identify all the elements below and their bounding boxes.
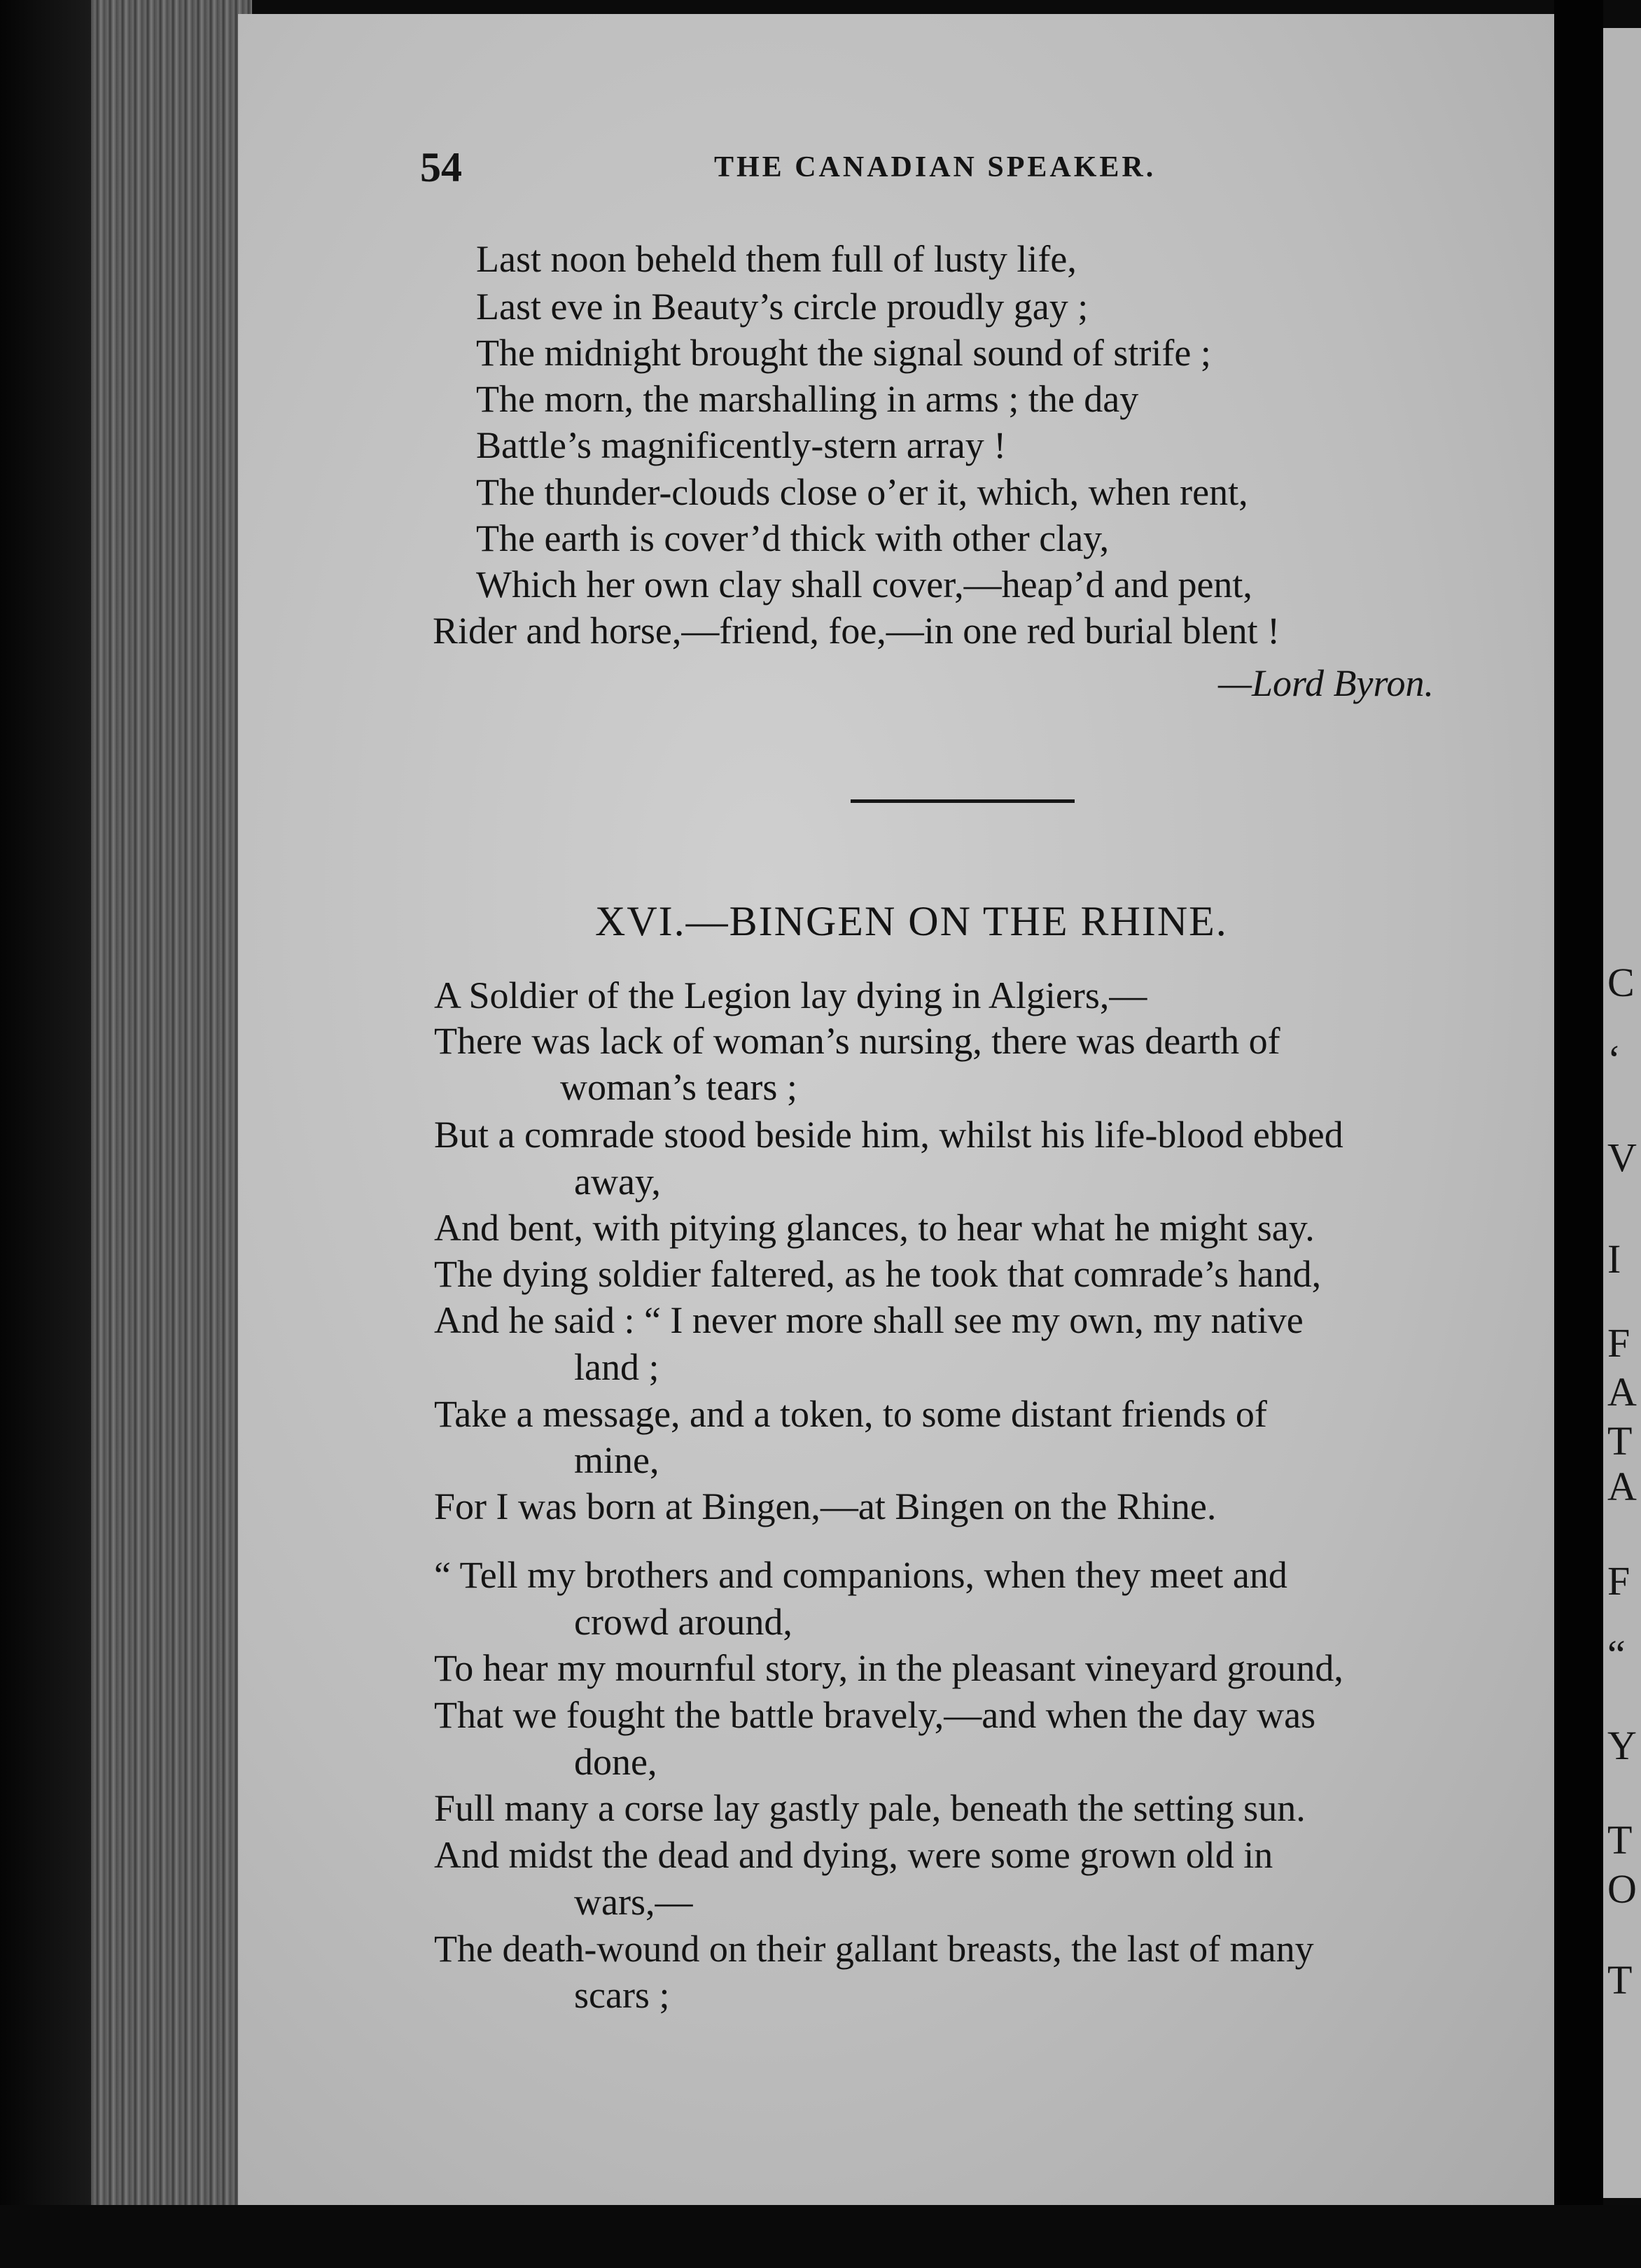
poem-line: The earth is cover’d thick with other clay,: [476, 517, 1110, 559]
poem-line: Which her own clay shall cover,—heap’d and pent,: [476, 564, 1252, 606]
facing-fragment: T: [1607, 1957, 1633, 2003]
poem-line: The dying soldier faltered, as he took that comrade’s hand,: [434, 1253, 1322, 1295]
poem-line: But a comrade stood beside him, whilst his life-blood ebbed: [434, 1114, 1343, 1156]
facing-fragment: A: [1607, 1464, 1637, 1509]
facing-fragment: O: [1607, 1866, 1637, 1912]
poem-line: wars,—: [574, 1881, 693, 1923]
poem-line: Last noon beheld them full of lusty life,: [476, 238, 1077, 280]
facing-fragment: F: [1607, 1320, 1630, 1366]
poem-line: Battle’s magnificently-stern array !: [476, 424, 1007, 466]
section-divider: [851, 799, 1075, 803]
page-stack-edges: [91, 0, 252, 2268]
poem-line: Full many a corse lay gastly pale, beneath the setting sun.: [434, 1787, 1306, 1829]
book-edge: [0, 0, 91, 2268]
poem-line: The death-wound on their gallant breasts, the last of many: [434, 1928, 1314, 1970]
facing-fragment: F: [1607, 1558, 1630, 1604]
facing-fragment: T: [1607, 1817, 1633, 1863]
scan-border: [0, 2205, 1641, 2268]
section-title: XVI.—BINGEN ON THE RHINE.: [595, 898, 1228, 944]
poem-line: land ;: [574, 1346, 659, 1388]
poem-line: mine,: [574, 1439, 659, 1481]
poem-line: done,: [574, 1741, 657, 1783]
poem-line: away,: [574, 1161, 661, 1203]
attribution: —Lord Byron.: [1218, 662, 1434, 704]
poem-line: A Soldier of the Legion lay dying in Algiers,—: [434, 974, 1147, 1016]
poem-line: Take a message, and a token, to some distant friends of: [434, 1393, 1267, 1435]
poem-line: And midst the dead and dying, were some grown old in: [434, 1834, 1273, 1876]
poem-line: The morn, the marshalling in arms ; the day: [476, 378, 1139, 420]
poem-line: “ Tell my brothers and companions, when they meet and: [434, 1554, 1287, 1596]
poem-line: And he said : “ I never more shall see my own, my native: [434, 1299, 1304, 1341]
facing-fragment: V: [1607, 1135, 1637, 1180]
page-number: 54: [420, 144, 462, 190]
facing-fragment: T: [1607, 1418, 1633, 1464]
poem-line: scars ;: [574, 1974, 670, 2016]
facing-page-edge: [1603, 28, 1641, 2198]
poem-line: crowd around,: [574, 1601, 792, 1643]
poem-line: The midnight brought the signal sound of strife ;: [476, 332, 1211, 374]
poem-line: For I was born at Bingen,—at Bingen on the Rhine.: [434, 1485, 1217, 1527]
facing-fragment: ‘: [1607, 1037, 1621, 1082]
running-head: THE CANADIAN SPEAKER.: [714, 151, 1157, 183]
poem-line: To hear my mournful story, in the pleasant vineyard ground,: [434, 1647, 1343, 1689]
poem-line: There was lack of woman’s nursing, there was dearth of: [434, 1020, 1280, 1062]
facing-fragment: C: [1607, 960, 1635, 1005]
poem-line: woman’s tears ;: [560, 1066, 797, 1108]
gutter: [1554, 0, 1603, 2268]
poem-line: Rider and horse,—friend, foe,—in one red burial blent !: [433, 610, 1280, 652]
poem-line: That we fought the battle bravely,—and when the day was: [434, 1694, 1316, 1736]
facing-fragment: Y: [1607, 1723, 1637, 1768]
poem-line: Last eve in Beauty’s circle proudly gay ;: [476, 286, 1089, 328]
facing-fragment: A: [1607, 1369, 1637, 1415]
poem-line: And bent, with pitying glances, to hear what he might say.: [434, 1207, 1315, 1249]
facing-fragment: I: [1607, 1236, 1621, 1282]
facing-fragment: “: [1607, 1632, 1626, 1677]
poem-line: The thunder-clouds close o’er it, which, when rent,: [476, 471, 1248, 513]
